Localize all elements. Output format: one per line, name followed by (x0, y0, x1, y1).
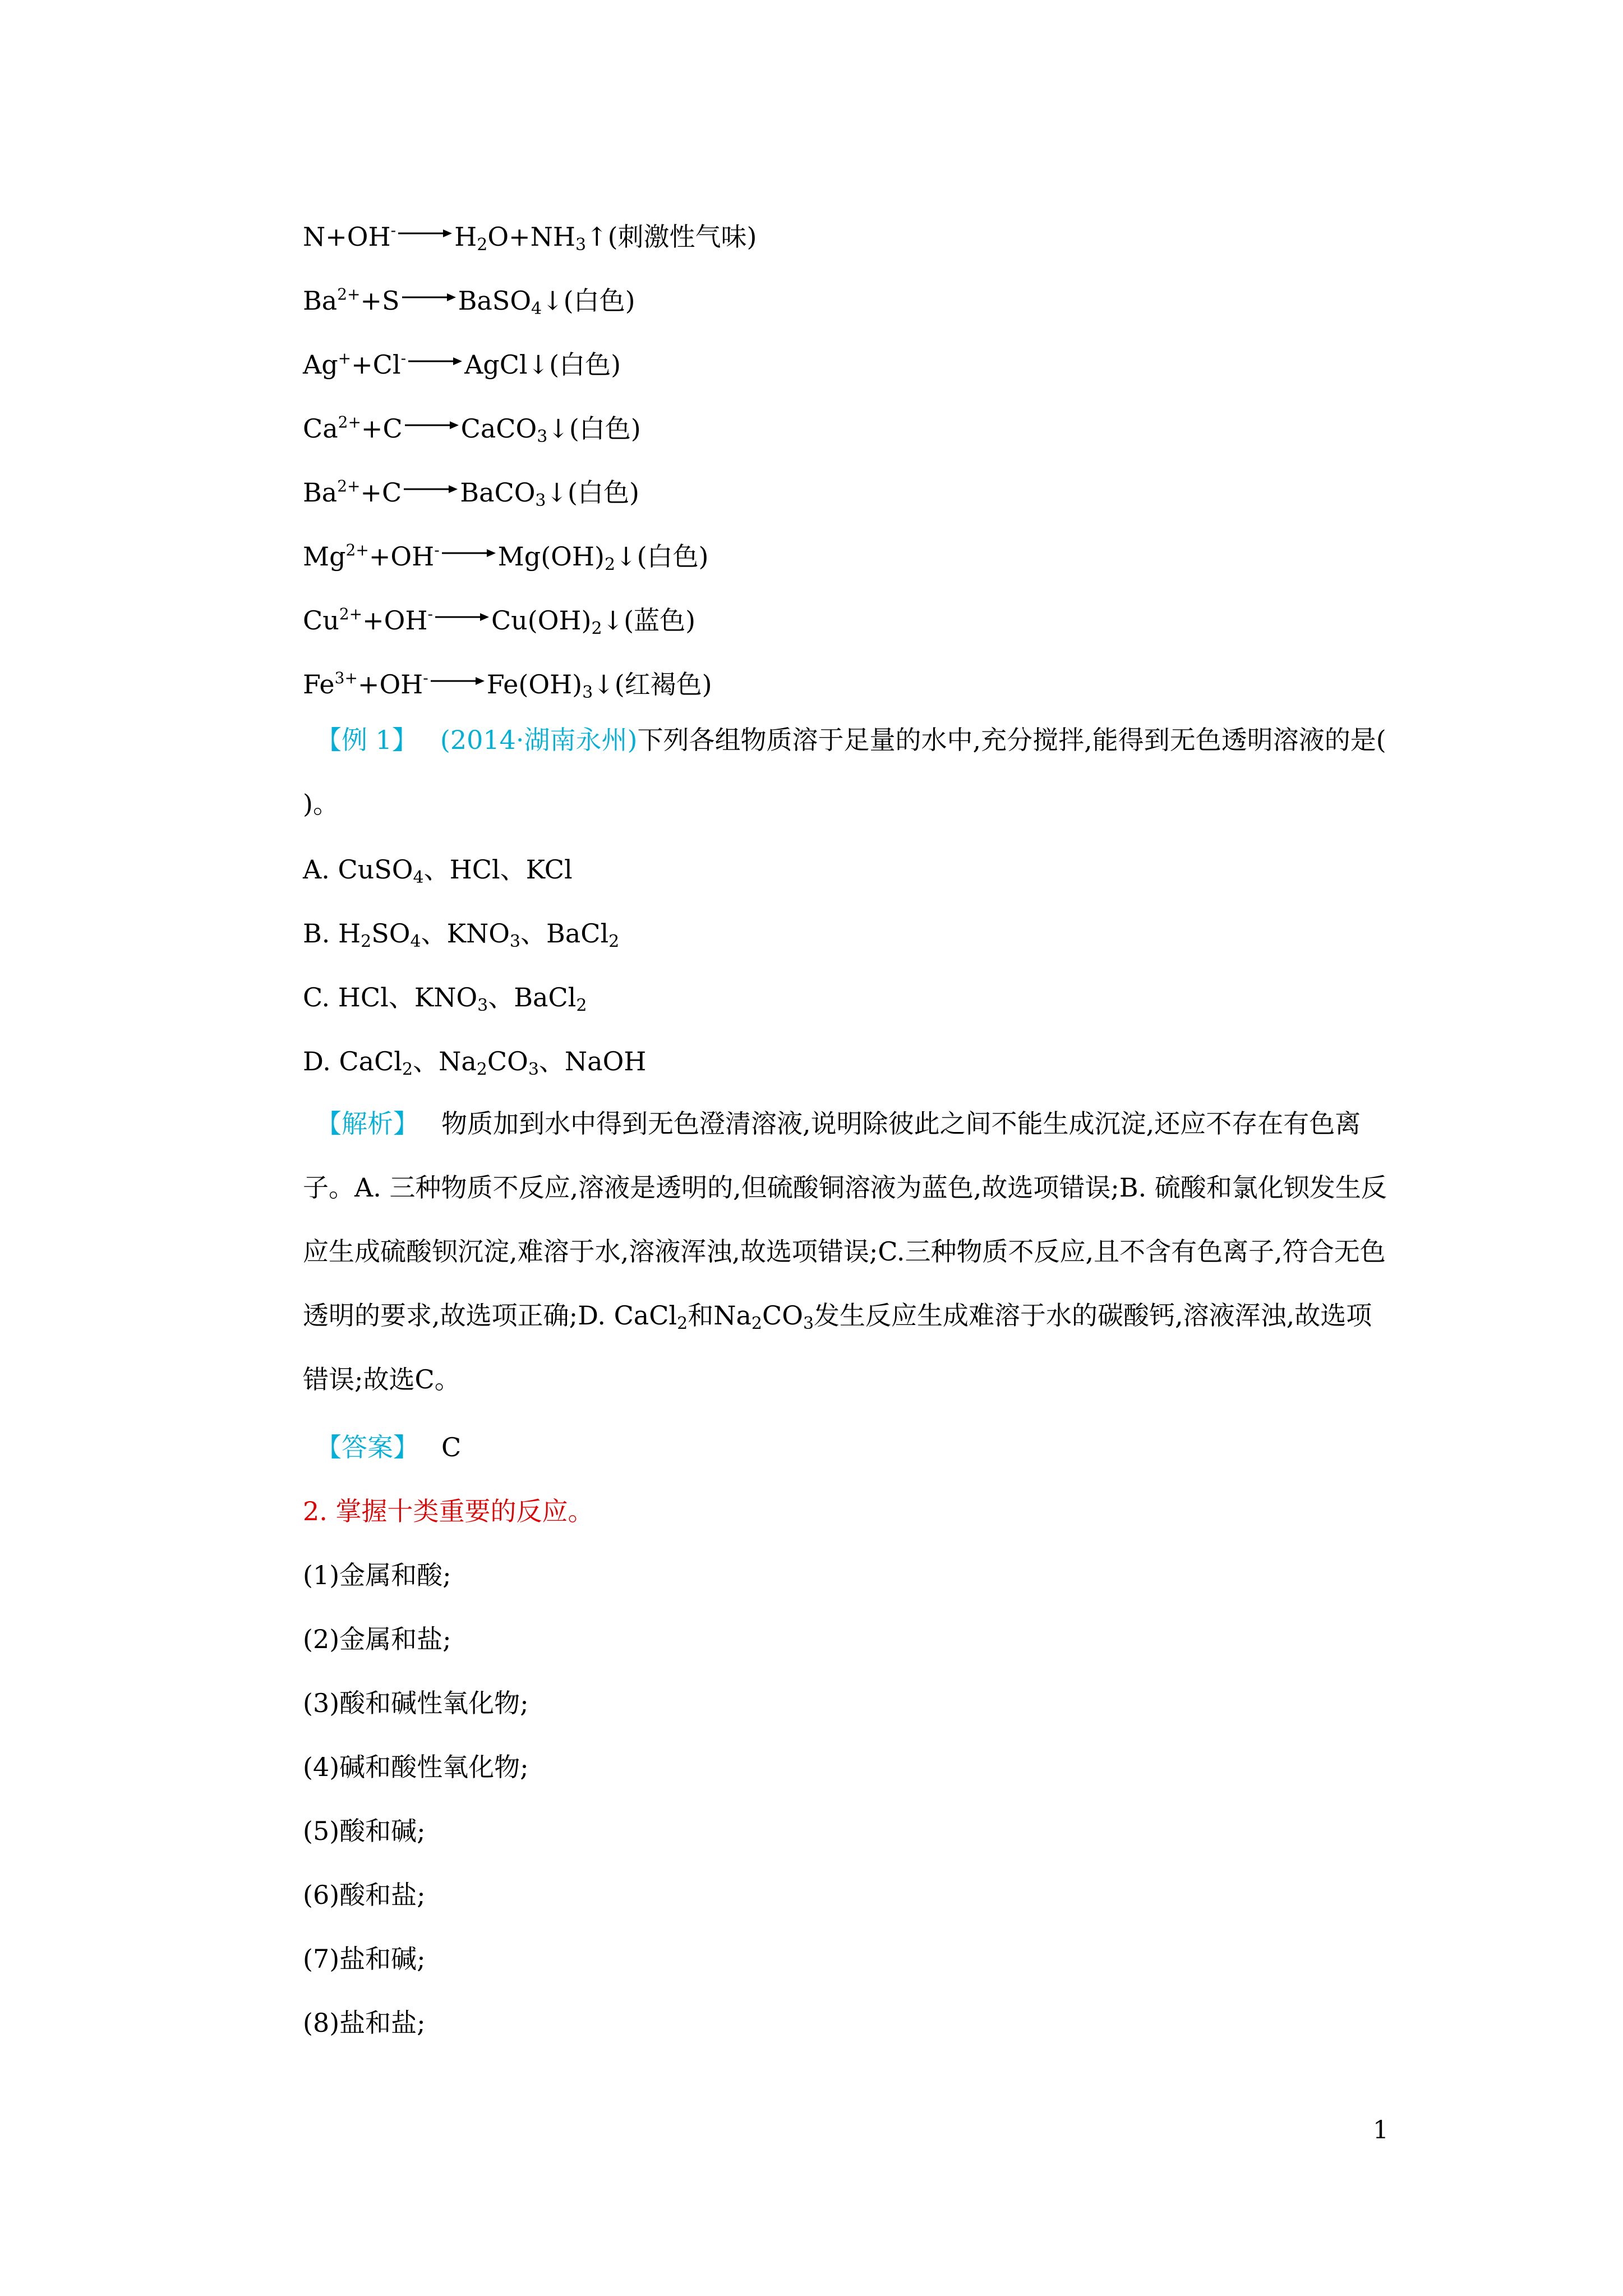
superscript: 2+ (338, 413, 361, 431)
text-run: +S (360, 286, 400, 316)
text-run: B. H (303, 918, 361, 949)
analysis-tag: 【解析】 (329, 1108, 419, 1139)
text-run: Fe (303, 669, 335, 700)
reaction-equation (303, 284, 635, 318)
text-run: Ba (303, 477, 338, 508)
subscript: 2 (402, 1060, 413, 1079)
section-item: (2)金属和盐; (303, 1624, 451, 1654)
text-run: +C (360, 477, 402, 508)
option-item (303, 853, 573, 886)
section-heading: 2. 掌握十类重要的反应。 (303, 1496, 594, 1526)
text-run: +OH (368, 541, 435, 572)
subscript: 3 (803, 1314, 814, 1333)
reaction-equation (303, 348, 621, 381)
section-item: (8)盐和盐; (303, 2008, 426, 2038)
superscript: - (390, 221, 396, 240)
text-run: ↑(刺激性气味) (586, 222, 757, 252)
text-run: CO (762, 1300, 803, 1331)
text-run: 和Na (688, 1300, 751, 1331)
reaction-arrow-icon (408, 356, 462, 367)
text-run: SO (371, 918, 411, 949)
text-run: CO (487, 1046, 528, 1076)
text-run: +C (361, 413, 403, 444)
section-item: (5)酸和碱; (303, 1816, 426, 1846)
text-run: Cu (303, 605, 339, 636)
option-item (303, 917, 619, 950)
text-run: Ba (303, 286, 338, 316)
example-question (303, 708, 1438, 836)
reaction-arrow-icon (442, 547, 496, 559)
example-tag: 【例 1】 (329, 725, 418, 755)
example-question-text: 下列各组物质溶于足量的水中,充分搅拌,能得到无色透明溶液的是( )。 (303, 725, 1438, 819)
text-run: CaCO (460, 413, 537, 444)
superscript: - (434, 541, 440, 559)
answer-line (303, 1430, 461, 1464)
text-run: ↓(白色) (546, 477, 639, 508)
subscript: 4 (531, 299, 542, 319)
superscript: 2+ (337, 477, 361, 495)
text-run: Mg (303, 541, 346, 572)
reaction-arrow-icon (404, 484, 458, 495)
superscript: - (427, 605, 433, 623)
reaction-arrow-icon (402, 292, 456, 303)
subscript: 4 (413, 868, 424, 887)
text-run: Ag (303, 349, 338, 380)
subscript: 4 (410, 932, 421, 951)
text-run: C. HCl、KNO (303, 982, 478, 1013)
subscript: 3 (535, 491, 546, 510)
text-run: 、Na (413, 1046, 477, 1076)
subscript: 3 (582, 683, 593, 702)
superscript: 2+ (345, 541, 369, 559)
text-run: +OH (357, 669, 423, 700)
text-run: +OH (362, 605, 428, 636)
text-run: A. CuSO (303, 854, 413, 885)
subscript: 3 (575, 235, 587, 255)
section-item: (4)碱和酸性氧化物; (303, 1752, 529, 1782)
text-run: Ca (303, 413, 338, 444)
section-item: (1)金属和酸; (303, 1560, 451, 1590)
text-run: Cu(OH) (491, 605, 592, 636)
analysis-paragraph (303, 1092, 1396, 1411)
subscript: 3 (509, 932, 521, 951)
subscript: 3 (537, 427, 548, 447)
subscript: 2 (361, 932, 372, 951)
subscript: 2 (677, 1314, 688, 1333)
reaction-arrow-icon (435, 611, 489, 623)
text-run: Fe(OH) (486, 669, 583, 700)
reaction-arrow-icon (398, 228, 452, 239)
subscript: 3 (528, 1060, 539, 1079)
answer-value: C (441, 1432, 462, 1462)
text-run: AgCl↓(白色) (464, 349, 621, 380)
superscript: - (400, 349, 407, 367)
text-run: +Cl (351, 349, 401, 380)
reaction-arrow-icon (405, 420, 459, 431)
text-run: ↓(白色) (547, 413, 641, 444)
text-run: ↓(白色) (542, 286, 635, 316)
text-run: 、KNO (421, 918, 510, 949)
text-run: ↓(白色) (615, 541, 709, 572)
reaction-equation (303, 412, 641, 445)
text-run: BaSO (458, 286, 532, 316)
subscript: 2 (591, 619, 602, 638)
superscript: 2+ (337, 285, 361, 303)
reaction-equation (303, 668, 712, 701)
subscript: 3 (477, 996, 488, 1015)
text-run: 、BaCl (520, 918, 609, 949)
subscript: 2 (477, 235, 488, 255)
text-run: 、NaOH (538, 1046, 647, 1076)
text-run: Mg(OH) (497, 541, 605, 572)
text-run: O+NH (487, 222, 575, 252)
reaction-equation (303, 476, 639, 509)
page-number: 1 (1373, 2116, 1389, 2145)
superscript: 3+ (334, 669, 358, 687)
subscript: 2 (751, 1314, 763, 1333)
superscript: + (338, 349, 352, 367)
text-run: BaCO (460, 477, 536, 508)
superscript: - (423, 669, 428, 687)
subscript: 2 (476, 1060, 487, 1079)
section-item: (3)酸和碱性氧化物; (303, 1688, 529, 1718)
section-item: (7)盐和碱; (303, 1944, 426, 1974)
superscript: 2+ (339, 605, 363, 623)
text-run: ↓(蓝色) (602, 605, 696, 636)
text-run: 物质加到水中得到无色澄清溶液,说明除彼此之间不能生成沉淀,还应不存在有色离子。A. 三种物质不反应,溶液是透明的,但硫酸铜溶液为蓝色,故选项错误;B. 硫酸和氯化钡发生反应生成硫酸钡沉淀,难溶于水,溶液浑浊,故选项错误;C.三种物质不反应,且不含有色离子,符合无色透明的要求,故选项正确;D. CaCl (303, 1108, 1387, 1331)
subscript: 2 (576, 996, 587, 1015)
reaction-equation (303, 604, 695, 637)
text-run: 、BaCl (488, 982, 577, 1013)
text-run: D. CaCl (303, 1046, 403, 1076)
option-item (303, 1045, 646, 1078)
reaction-equation (303, 540, 708, 573)
subscript: 2 (608, 932, 620, 951)
text-run: 、HCl、KCl (423, 854, 573, 885)
text-run: N+OH (303, 222, 391, 252)
section-item: (6)酸和盐; (303, 1880, 426, 1910)
text-run: 发生反应生成难溶于水的碳酸钙,溶液浑浊,故选项错误;故选C。 (303, 1300, 1372, 1395)
subscript: 2 (604, 555, 616, 574)
example-source: (2014·湖南永州) (440, 725, 638, 755)
option-item (303, 981, 587, 1014)
text-run: ↓(红褐色) (593, 669, 712, 700)
reaction-arrow-icon (431, 675, 485, 687)
reaction-equation (303, 220, 757, 254)
text-run: H (454, 222, 477, 252)
answer-tag: 【答案】 (329, 1432, 419, 1462)
